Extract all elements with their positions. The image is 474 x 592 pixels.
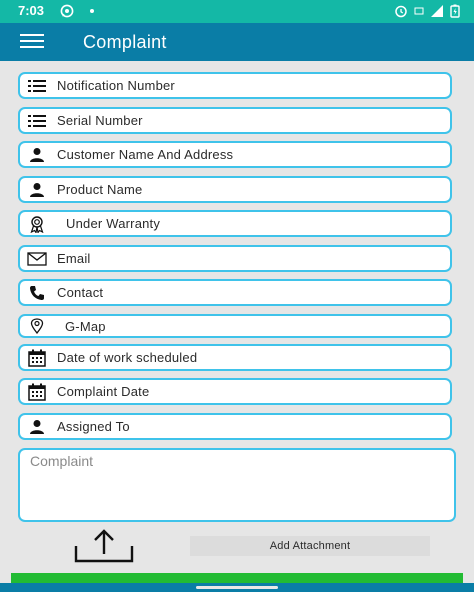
notification-dot-icon: [90, 9, 94, 13]
contact-field[interactable]: [18, 279, 452, 306]
envelope-icon: [27, 251, 47, 267]
calendar-icon: [27, 350, 47, 366]
status-bar: [0, 0, 474, 23]
email-field[interactable]: [18, 245, 452, 272]
app-bar: [0, 23, 474, 61]
person-icon: [27, 419, 47, 435]
alarm-icon: [394, 4, 408, 18]
complaint-textarea[interactable]: [18, 448, 456, 522]
field-label: G-Map: [65, 318, 106, 334]
home-gesture-handle[interactable]: [196, 586, 278, 589]
field-label: Assigned To: [57, 419, 130, 434]
field-label: Serial Number: [57, 113, 143, 128]
field-label: Email: [57, 251, 91, 266]
add-attachment-button[interactable]: Add Attachment: [190, 536, 430, 556]
battery-icon: [450, 4, 460, 18]
product-name-field[interactable]: [18, 176, 452, 203]
complaint-placeholder: Complaint: [30, 453, 94, 469]
assigned-to-field[interactable]: [18, 413, 452, 440]
upload-icon[interactable]: [74, 528, 134, 564]
complaint-date-field[interactable]: [18, 378, 452, 405]
serial-number-field[interactable]: [18, 107, 452, 134]
person-icon: [27, 182, 47, 198]
g-map-field[interactable]: [18, 314, 452, 338]
list-icon: [27, 113, 47, 129]
field-label: Notification Number: [57, 78, 175, 93]
date-scheduled-field[interactable]: [18, 344, 452, 371]
calendar-icon: [27, 384, 47, 400]
person-icon: [27, 147, 47, 163]
field-label: Under Warranty: [66, 216, 161, 231]
customer-name-address-field[interactable]: [18, 141, 452, 168]
location-pin-icon: [27, 318, 47, 334]
field-label: Complaint Date: [57, 384, 150, 399]
whatsapp-icon: [60, 4, 74, 18]
submit-button[interactable]: [11, 573, 463, 583]
field-label: Customer Name And Address: [57, 147, 234, 162]
signal-icon: [430, 4, 444, 18]
under-warranty-field[interactable]: [18, 210, 452, 237]
field-label: Contact: [57, 285, 104, 300]
notification-number-field[interactable]: [18, 72, 452, 99]
list-icon: [27, 78, 47, 94]
volte-icon: [414, 5, 424, 17]
hamburger-menu-icon[interactable]: [20, 34, 44, 50]
system-nav-bar: [0, 583, 474, 592]
page-title: Complaint: [83, 32, 167, 52]
status-time: 7:03: [18, 3, 45, 18]
phone-icon: [27, 285, 47, 301]
field-label: Product Name: [57, 182, 143, 197]
ribbon-icon: [27, 216, 47, 232]
field-label: Date of work scheduled: [57, 350, 198, 365]
